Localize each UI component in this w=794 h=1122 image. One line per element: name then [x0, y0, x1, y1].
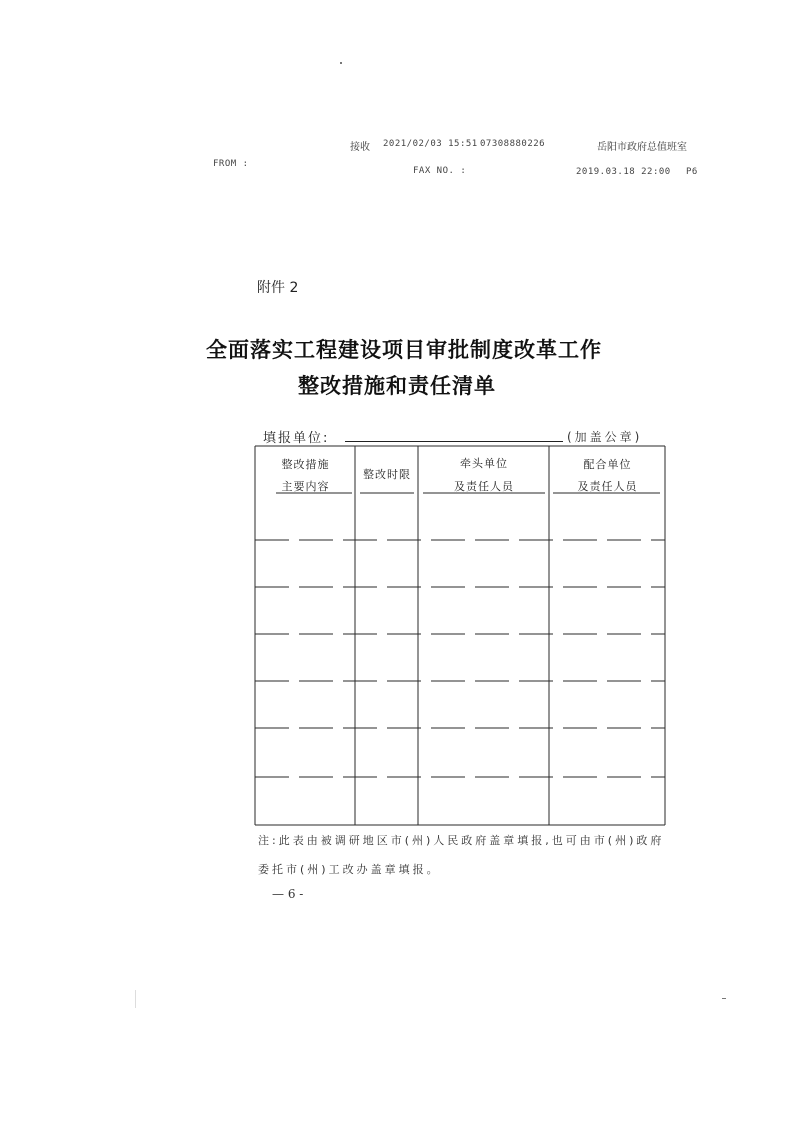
fax-page-code: P6	[686, 167, 698, 177]
document-title-line1: 全面落实工程建设项目审批制度改革工作	[206, 337, 602, 362]
header-col4-line2: 及责任人员	[577, 480, 638, 493]
footnote-line1: 注:此表由被调研地区市(州)人民政府盖章填报,也可由市(州)政府	[258, 834, 665, 847]
attachment-label: 附件 2	[257, 280, 299, 296]
scan-speck	[135, 990, 136, 1008]
fill-unit-label: 填报单位:	[263, 431, 330, 446]
fax-received-time: 2021/02/03 15:51	[383, 139, 478, 149]
fax-number-label: FAX NO. :	[413, 166, 467, 176]
fax-phone-number: 07308880226	[480, 139, 546, 149]
scan-speck	[340, 62, 342, 64]
header-col1-line1: 整改措施	[281, 458, 330, 471]
fax-received-prefix: 接收	[350, 142, 370, 153]
footnote-line2: 委托市(州)工改办盖章填报。	[258, 863, 441, 876]
header-col3-line2: 及责任人员	[454, 480, 514, 493]
header-col1-line2: 主要内容	[281, 480, 330, 493]
seal-note: (加盖公章)	[567, 430, 643, 444]
document-title-line2: 整改措施和责任清单	[298, 373, 496, 398]
fax-sent-time: 2019.03.18 22:00	[576, 167, 671, 177]
scan-speck	[722, 998, 726, 999]
page-number: — 6 -	[272, 887, 304, 901]
header-col3-line1: 牵头单位	[460, 457, 508, 470]
fax-from-label: FROM :	[213, 159, 249, 169]
header-col4-line1: 配合单位	[583, 458, 632, 471]
header-col2: 整改时限	[363, 468, 411, 481]
fax-office-name: 岳阳市政府总值班室	[597, 142, 687, 153]
